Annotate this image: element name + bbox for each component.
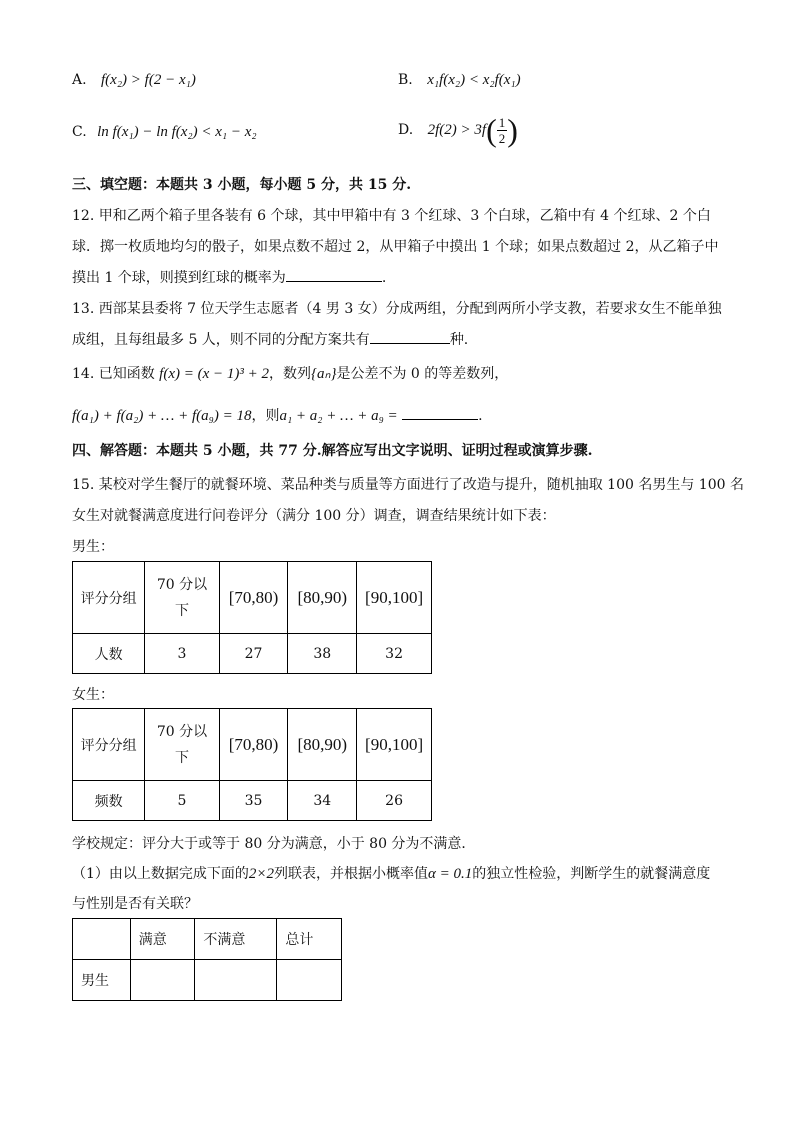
option-b-label: B. bbox=[398, 72, 413, 88]
contingency-table bbox=[72, 918, 342, 1001]
q12-line3 bbox=[72, 267, 386, 287]
header-below70-line1: 70 分以 bbox=[156, 576, 208, 593]
table-header-row bbox=[73, 709, 432, 781]
option-c-label: C. bbox=[72, 124, 87, 140]
female-score-table bbox=[72, 708, 432, 821]
q13-line2 bbox=[72, 329, 468, 349]
cell-male-unsatisfied[interactable] bbox=[195, 960, 277, 1001]
row-label-male: 男生 bbox=[73, 960, 131, 1001]
option-c bbox=[72, 124, 257, 141]
q14-line2 bbox=[72, 405, 483, 425]
header-70-80: [70,80) bbox=[219, 709, 288, 781]
option-d-expr: 2f(2) > 3f bbox=[427, 121, 487, 138]
header-below70-line1: 70 分以 bbox=[156, 723, 208, 740]
q14-sum: a₁ + a₂ + … + a₉ = bbox=[279, 408, 398, 424]
q13-line2-end: 种. bbox=[449, 332, 469, 348]
q13-line2-text: 成组，且每组最多 5 人，则不同的分配方案共有 bbox=[72, 332, 370, 348]
option-a bbox=[72, 72, 196, 89]
q14-line2-end: . bbox=[478, 408, 483, 424]
cell-90-100: 32 bbox=[357, 634, 432, 674]
option-d bbox=[398, 114, 518, 146]
option-a-label: A. bbox=[72, 72, 87, 88]
row-label-count: 人数 bbox=[73, 634, 145, 674]
option-b bbox=[398, 72, 521, 89]
header-group: 评分分组 bbox=[73, 562, 145, 634]
female-label: 女生： bbox=[72, 687, 114, 703]
q12-line3-end: . bbox=[381, 270, 387, 286]
q14-line1-mid: ，数列 bbox=[269, 366, 311, 382]
table-row bbox=[73, 634, 432, 674]
cell-male-satisfied[interactable] bbox=[130, 960, 195, 1001]
header-satisfied: 满意 bbox=[130, 919, 195, 960]
table-row bbox=[73, 781, 432, 821]
satisfaction-rule: 学校规定：评分大于或等于 80 分为满意，小于 80 分为不满意． bbox=[72, 836, 476, 852]
header-total: 总计 bbox=[277, 919, 342, 960]
header-unsatisfied: 不满意 bbox=[195, 919, 277, 960]
table-header-row bbox=[73, 562, 432, 634]
cell-below70: 5 bbox=[145, 781, 219, 821]
header-90-100: [90,100] bbox=[357, 562, 432, 634]
q15-part1-math2: α = 0.1 bbox=[428, 866, 473, 882]
cell-below70: 3 bbox=[145, 634, 219, 674]
q14-condition: f(a₁) + f(a₂) + … + f(a₉) = 18 bbox=[72, 408, 252, 424]
header-80-90: [80,90) bbox=[288, 709, 357, 781]
q12-line3-text: 摸出 1 个球，则摸到红球的概率为 bbox=[72, 270, 286, 286]
cell-80-90: 34 bbox=[288, 781, 357, 821]
q12-line1: 12. 甲和乙两个箱子里各装有 6 个球，其中甲箱中有 3 个红球、3 个白球，乙箱中有 4 个红球、2 个白 bbox=[72, 208, 711, 224]
header-80-90: [80,90) bbox=[288, 562, 357, 634]
header-below70 bbox=[145, 709, 219, 781]
cell-70-80: 35 bbox=[219, 781, 288, 821]
q14-answer-blank[interactable] bbox=[402, 405, 478, 420]
header-below70-line2: 下 bbox=[174, 602, 189, 619]
section3-heading: 三、填空题：本题共 3 小题，每小题 5 分，共 15 分. bbox=[72, 177, 412, 193]
q14-function: f(x) = (x − 1)³ + 2 bbox=[159, 366, 269, 382]
option-d-label: D. bbox=[398, 122, 414, 138]
section4-heading: 四、解答题：本题共 5 小题，共 77 分.解答应写出文字说明、证明过程或演算步骤. bbox=[72, 443, 593, 459]
cell-male-total[interactable] bbox=[277, 960, 342, 1001]
option-a-expr: f(x₂) > f(2 − x₁) bbox=[101, 72, 196, 88]
male-label: 男生： bbox=[72, 539, 114, 555]
header-90-100: [90,100] bbox=[357, 709, 432, 781]
q15-part1-line2: 与性别是否有关联？ bbox=[72, 896, 198, 912]
header-group: 评分分组 bbox=[73, 709, 145, 781]
q14-line1-end: 是公差不为 0 的等差数列， bbox=[336, 366, 509, 382]
male-score-table bbox=[72, 561, 432, 674]
fraction-numerator: 1 bbox=[498, 114, 506, 130]
q12-line2: 球．掷一枚质地均匀的骰子，如果点数不超过 2，从甲箱子中摸出 1 个球；如果点数超过 2，从乙箱子中 bbox=[72, 239, 719, 255]
fraction-denominator: 2 bbox=[498, 130, 506, 146]
q15-part1-text: （1）由以上数据完成下面的 bbox=[72, 866, 249, 882]
table-header-row bbox=[73, 919, 342, 960]
q15-line2: 女生对就餐满意度进行问卷评分（满分 100 分）调查，调查结果统计如下表： bbox=[72, 508, 556, 524]
q14-line1-text: 14. 已知函数 bbox=[72, 366, 155, 382]
q14-line1 bbox=[72, 363, 508, 383]
header-70-80: [70,80) bbox=[219, 562, 288, 634]
header-below70-line2: 下 bbox=[174, 749, 189, 766]
q13-line1: 13. 西部某县委将 7 位天学生志愿者（4 男 3 女）分成两组，分配到两所小学支教，若要求女生不能单独 bbox=[72, 301, 722, 317]
q13-answer-blank[interactable] bbox=[370, 329, 450, 344]
header-below70 bbox=[145, 562, 219, 634]
option-b-expr: x₁f(x₂) < x₂f(x₁) bbox=[427, 72, 521, 88]
option-d-paren-open: ( bbox=[486, 112, 497, 148]
q14-line2-mid: ，则 bbox=[251, 408, 280, 424]
table-row bbox=[73, 960, 342, 1001]
q15-part1-mid: 列联表，并根据小概率值 bbox=[274, 866, 429, 882]
cell-90-100: 26 bbox=[357, 781, 432, 821]
cell-80-90: 38 bbox=[288, 634, 357, 674]
header-empty bbox=[73, 919, 131, 960]
q15-part1-line1 bbox=[72, 863, 710, 883]
row-label-frequency: 频数 bbox=[73, 781, 145, 821]
option-d-fraction bbox=[497, 115, 508, 146]
cell-70-80: 27 bbox=[219, 634, 288, 674]
q14-sequence: {aₙ} bbox=[311, 366, 337, 382]
q15-part1-end: 的独立性检验，判断学生的就餐满意度 bbox=[472, 866, 711, 882]
q12-answer-blank[interactable] bbox=[286, 267, 382, 282]
option-c-expr: ln f(x₁) − ln f(x₂) < x₁ − x₂ bbox=[97, 124, 257, 140]
q15-part1-math1: 2×2 bbox=[248, 866, 275, 882]
option-d-paren-close: ) bbox=[507, 112, 518, 148]
q15-line1: 15. 某校对学生餐厅的就餐环境、菜品种类与质量等方面进行了改造与提升，随机抽取 100 名男生与 100 名 bbox=[72, 477, 744, 493]
